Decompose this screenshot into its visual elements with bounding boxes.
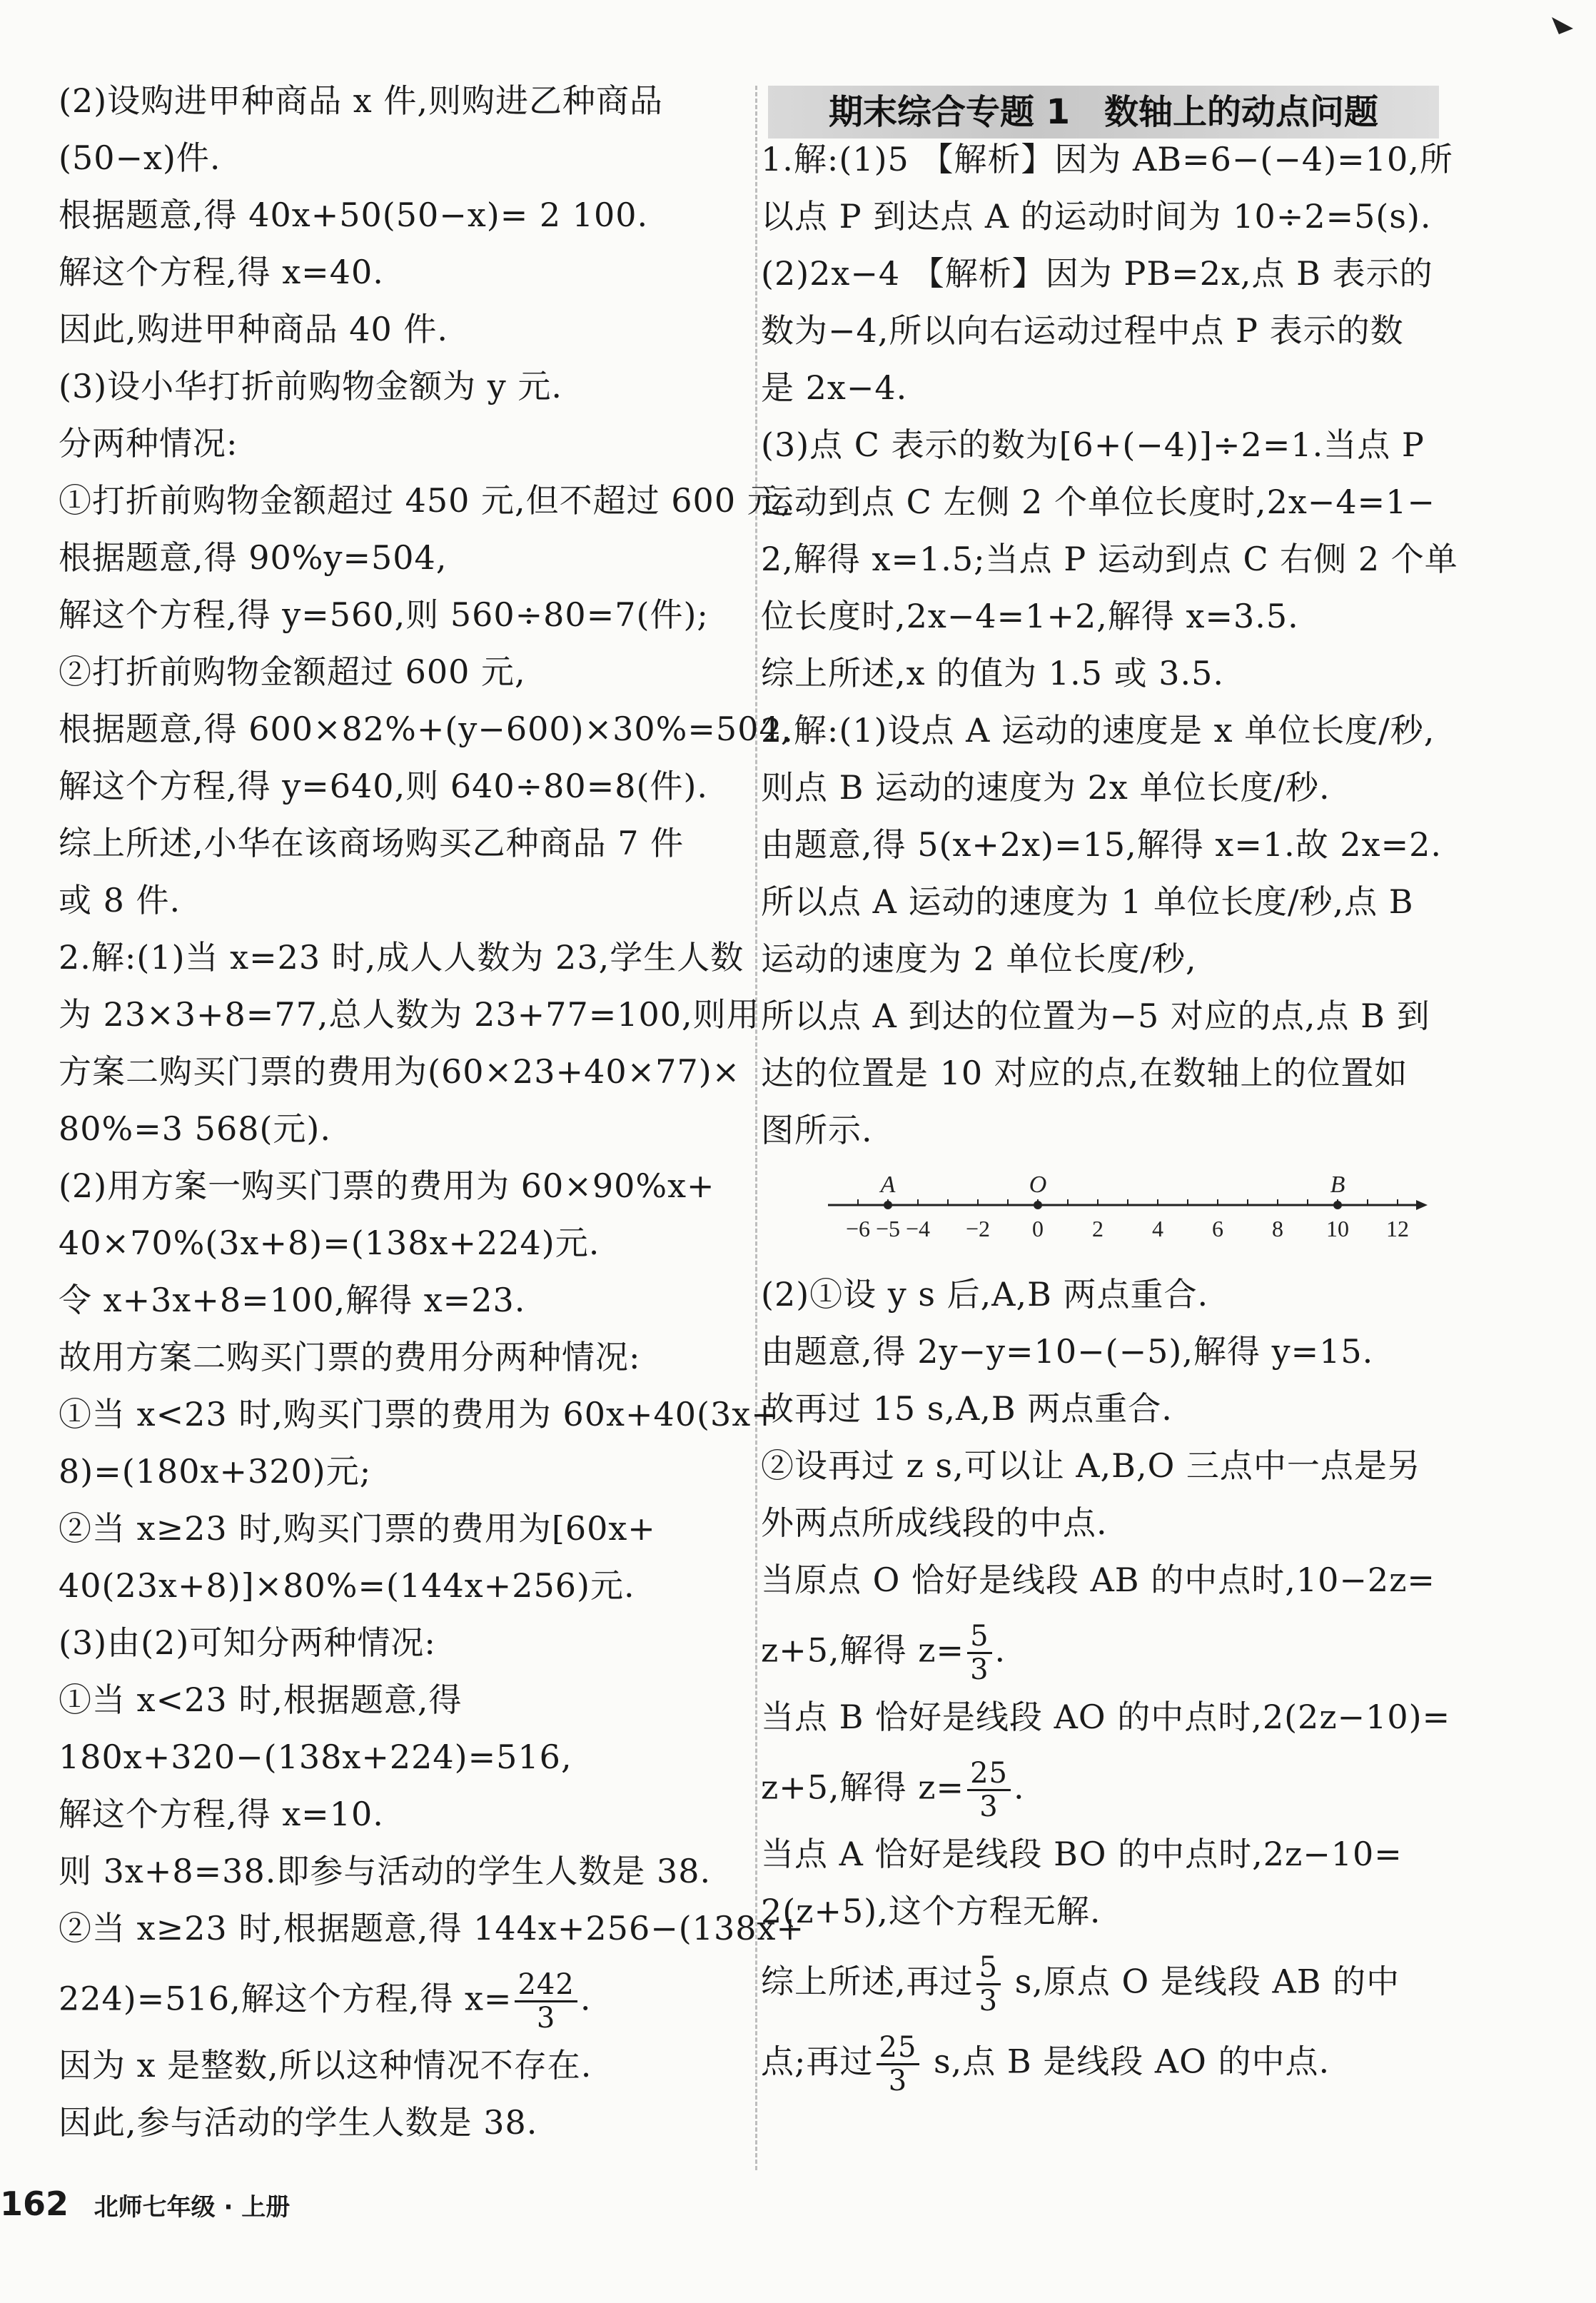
final-line-2-pre: 点;再过 [761,2042,874,2081]
left-frac-pre: 224)=516,解这个方程,得 x= [59,1979,512,2018]
fraction [976,1952,1001,2017]
right-lines-c [761,1835,1482,1952]
left-text-line: 解这个方程,得 y=640,则 640÷80=8(件). [59,767,709,805]
left-tail [59,2046,729,2163]
right-text-line: 运动的速度为 2 单位长度/秒, [761,939,1197,978]
tick-label: −2 [965,1216,991,1241]
left-text-line: (3)设小华打折前购物金额为 y 元. [59,367,563,405]
section-title: 期末综合专题 1 数轴上的动点问题 [768,86,1439,138]
column-divider [755,86,757,2170]
right-text-line: 当原点 O 恰好是线段 AB 的中点时,10−2z= [761,1561,1435,1599]
fraction-numerator: 5 [976,1952,1001,1985]
left-text-line: 40(23x+8)]×80%=(144x+256)元. [59,1566,635,1605]
left-text-line: 综上所述,小华在该商场购买乙种商品 7 件 [59,824,685,862]
right-text-line: 运动到点 C 左侧 2 个单位长度时,2x−4=1− [761,483,1435,521]
point-marker [884,1201,892,1209]
frac-line-1-post: . [994,1631,1006,1670]
final-line-1 [761,1952,1482,2032]
left-lines [59,81,804,1969]
right-text-line: 2.解:(1)设点 A 运动的速度是 x 单位长度/秒, [761,711,1435,750]
left-text-line: 令 x+3x+8=100,解得 x=23. [59,1281,526,1319]
right-text-line: 是 2x−4. [761,368,908,407]
left-text-line: 40×70%(3x+8)=(138x+224)元. [59,1224,600,1262]
fraction-denominator: 3 [970,1653,989,1686]
left-text-line: 为 23×3+8=77,总人数为 23+77=100,则用 [59,995,760,1034]
left-text-line: 方案二购买门票的费用为(60×23+40×77)× [59,1052,741,1091]
left-text-line: 因此,参与活动的学生人数是 38. [59,2103,538,2142]
tick-label: −5 [875,1216,901,1241]
page-number: 162 [0,2184,69,2223]
right-text-line: 由题意,得 5(x+2x)=15,解得 x=1.故 2x=2. [761,825,1443,864]
point-marker [1034,1201,1042,1209]
fraction-numerator: 242 [515,1969,577,2002]
left-text-line: 根据题意,得 600×82%+(y−600)×30%=504, [59,710,792,748]
left-text-line: ①当 x<23 时,根据题意,得 [59,1680,463,1719]
left-text-line: 根据题意,得 90%y=504, [59,538,448,577]
left-text-line: 分两种情况: [59,424,238,463]
frac-line-2-post: . [1013,1768,1025,1807]
left-text-line: 8)=(180x+320)元; [59,1452,372,1491]
tick-label: 8 [1272,1216,1283,1241]
left-text-line: ①打折前购物金额超过 450 元,但不超过 600 元, [59,481,792,520]
left-frac-line [59,1969,729,2049]
final-line-2 [761,2032,1482,2112]
right-text-line: 2(z+5),这个方程无解. [761,1892,1101,1930]
right-text-line: 所以点 A 到达的位置为−5 对应的点,点 B 到 [761,997,1430,1035]
right-text-line: 综上所述,x 的值为 1.5 或 3.5. [761,654,1224,692]
tick-label: −4 [905,1216,931,1241]
fraction [515,1969,577,2034]
axis-arrow-icon [1416,1200,1428,1210]
final-line-1-pre: 综上所述,再过 [761,1962,974,2001]
right-text-line: 以点 P 到达点 A 的运动时间为 10÷2=5(s). [761,197,1432,236]
right-text-line: (2)2x−4 【解析】因为 PB=2x,点 B 表示的 [761,254,1433,293]
fraction-numerator: 25 [877,2032,920,2065]
frac-line-1 [761,1621,1482,1700]
fraction-denominator: 3 [536,2002,556,2035]
left-text-line: (50−x)件. [59,138,221,177]
fraction-numerator: 25 [967,1758,1011,1791]
tick-label: 12 [1386,1216,1409,1241]
fraction [967,1758,1011,1823]
left-text-line: 解这个方程,得 x=40. [59,253,384,291]
left-text-line: 2.解:(1)当 x=23 时,成人人数为 23,学生人数 [59,938,744,977]
mid-line: 当点 B 恰好是线段 AO 的中点时,2(2z−10)= [761,1698,1451,1736]
tick-label: 10 [1326,1216,1349,1241]
right-text-line: (3)点 C 表示的数为[6+(−4)]÷2=1.当点 P [761,425,1425,464]
right-column [761,140,1482,2112]
footer [0,2184,428,2227]
fraction [877,2032,920,2097]
frac-line-2 [761,1758,1482,1838]
book-label: 北师七年级 · 上册 [94,2193,291,2222]
point-label: A [880,1171,896,1198]
left-text-line: 故用方案二购买门票的费用分两种情况: [59,1338,641,1376]
fraction-numerator: 5 [967,1621,991,1654]
right-text-line: 则点 B 运动的速度为 2x 单位长度/秒. [761,768,1330,807]
fraction-denominator: 3 [979,1985,999,2017]
right-text-line: (2)①设 y s 后,A,B 两点重合. [761,1275,1209,1314]
tick-label: −6 [845,1216,871,1241]
fraction-denominator: 3 [888,2065,908,2097]
right-text-line: 外两点所成线段的中点. [761,1503,1108,1542]
right-text-line: ②设再过 z s,可以让 A,B,O 三点中一点是另 [761,1446,1421,1485]
right-text-line: 由题意,得 2y−y=10−(−5),解得 y=15. [761,1332,1374,1371]
left-text-line: 解这个方程,得 x=10. [59,1795,384,1833]
left-text-line: 则 3x+8=38.即参与活动的学生人数是 38. [59,1852,712,1890]
corner-triangle-icon [1549,13,1577,41]
left-text-line: ②打折前购物金额超过 600 元, [59,652,526,691]
tick-label: 0 [1032,1216,1044,1241]
right-text-line: 达的位置是 10 对应的点,在数轴上的位置如 [761,1054,1408,1092]
left-text-line: 因为 x 是整数,所以这种情况不存在. [59,2046,592,2085]
frac-line-2-pre: z+5,解得 z= [761,1768,965,1807]
right-text-line: 1.解:(1)5 【解析】因为 AB=6−(−4)=10,所 [761,140,1453,178]
right-text-line: 所以点 A 运动的速度为 1 单位长度/秒,点 B [761,882,1414,921]
right-text-line: 位长度时,2x−4=1+2,解得 x=3.5. [761,597,1299,635]
left-column [59,81,804,2163]
left-text-line: 80%=3 568(元). [59,1109,331,1148]
right-text-line: 2,解得 x=1.5;当点 P 运动到点 C 右侧 2 个单 [761,540,1458,578]
left-text-line: ②当 x≥23 时,根据题意,得 144x+256−(138x+ [59,1909,804,1947]
tick-label: 6 [1212,1216,1223,1241]
left-text-line: (2)设购进甲种商品 x 件,则购进乙种商品 [59,81,663,120]
right-lines-b [761,1275,1482,1621]
right-text-line: 数为−4,所以向右运动过程中点 P 表示的数 [761,311,1404,350]
left-text-line: 180x+320−(138x+224)=516, [59,1738,572,1776]
left-text-line: 或 8 件. [59,881,181,919]
right-text-line: 当点 A 恰好是线段 BO 的中点时,2z−10= [761,1835,1403,1873]
tick-label: 2 [1092,1216,1103,1241]
left-text-line: 解这个方程,得 y=560,则 560÷80=7(件); [59,595,709,634]
frac-line-1-pre: z+5,解得 z= [761,1631,965,1670]
right-text-line: 图所示. [761,1111,873,1149]
fraction [967,1621,991,1685]
right-lines-a [761,140,1482,1171]
left-text-line: 因此,购进甲种商品 40 件. [59,310,449,348]
point-label: O [1029,1171,1047,1198]
left-text-line: 根据题意,得 40x+50(50−x)= 2 100. [59,196,649,234]
point-marker [1333,1201,1342,1209]
tick-label: 4 [1152,1216,1163,1241]
number-line-figure [814,1164,1442,1256]
point-label: B [1330,1171,1345,1198]
left-text-line: ②当 x≥23 时,购买门票的费用为[60x+ [59,1509,656,1548]
left-text-line: ①当 x<23 时,购买门票的费用为 60x+40(3x+ [59,1395,779,1433]
fraction-denominator: 3 [979,1790,999,1823]
left-text-line: (3)由(2)可知分两种情况: [59,1623,436,1662]
left-frac-post: . [580,1979,592,2018]
right-text-line: 故再过 15 s,A,B 两点重合. [761,1389,1173,1428]
final-line-1-post: s,原点 O 是线段 AB 的中 [1004,1962,1400,2001]
final-line-2-post: s,点 B 是线段 AO 的中点. [922,2042,1330,2081]
left-text-line: (2)用方案一购买门票的费用为 60×90%x+ [59,1166,715,1205]
